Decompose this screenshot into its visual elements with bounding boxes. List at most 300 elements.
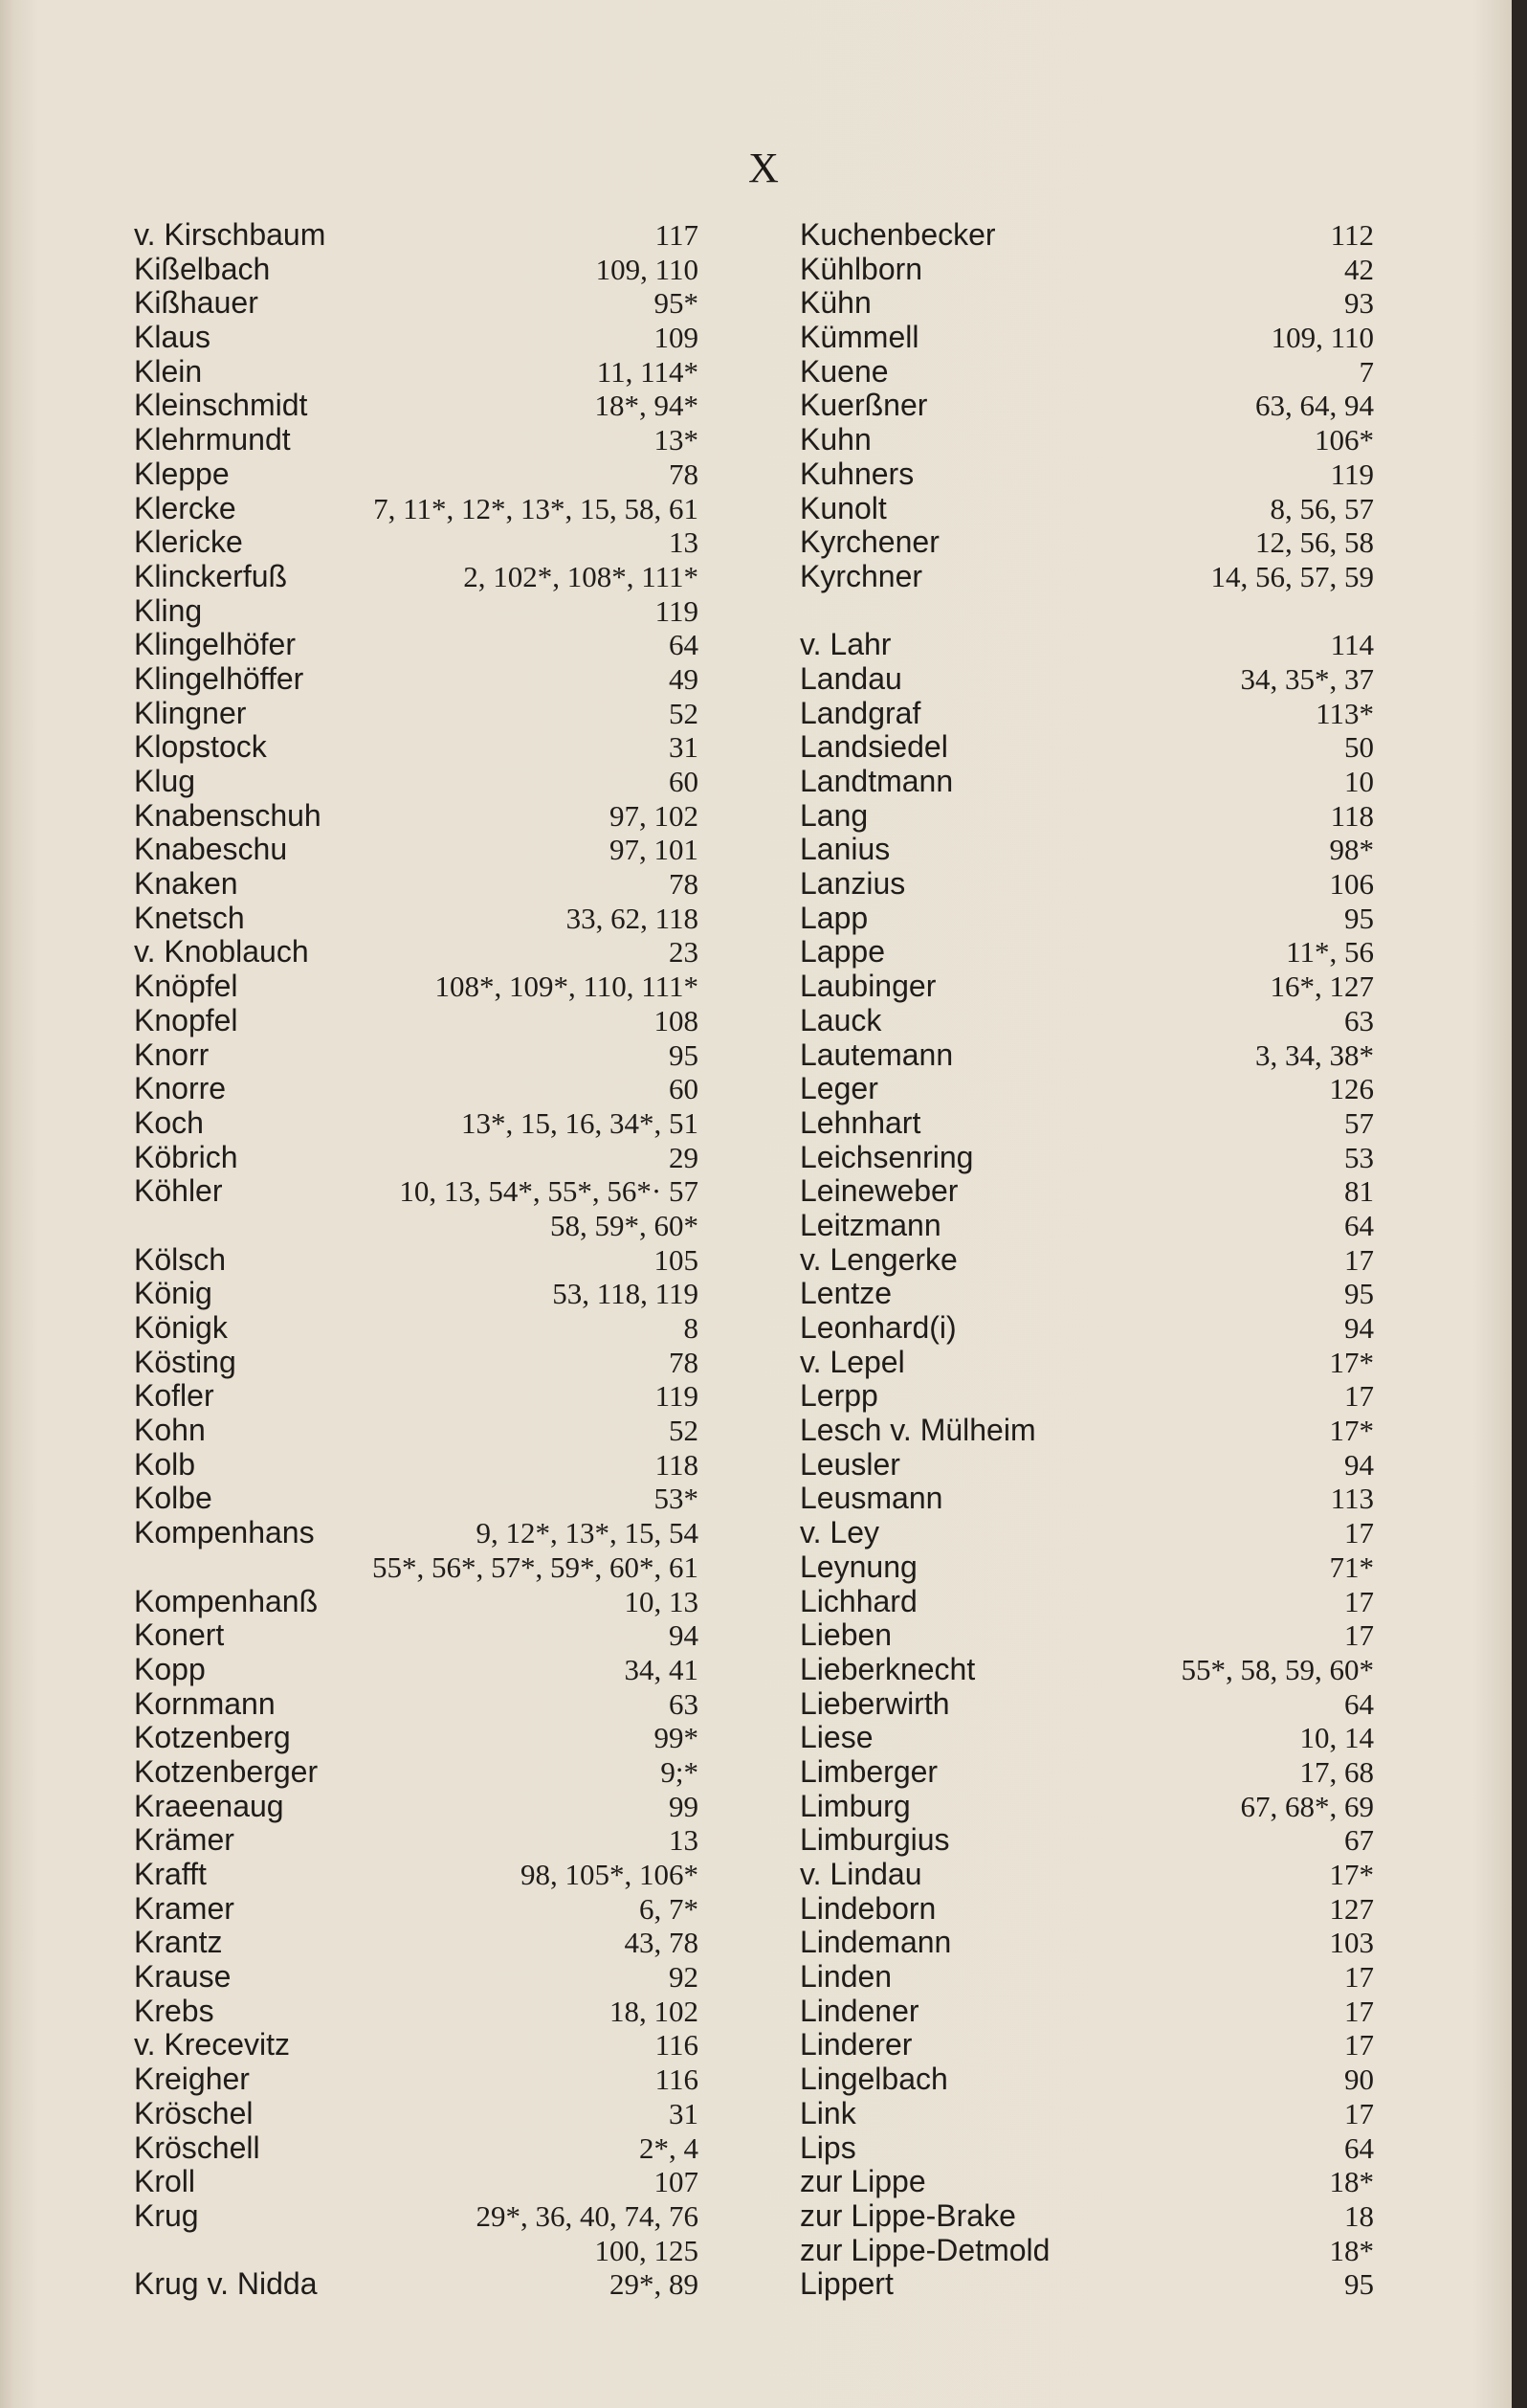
entry-pages: 2, 102*, 108*, 111* [463, 559, 698, 593]
entry-name: Kuhn [800, 422, 872, 457]
entry-name: Lindemann [800, 1925, 952, 1960]
index-entry [800, 1209, 1374, 1243]
entry-name: Koch [134, 1104, 204, 1140]
entry-name: Leusler [800, 1446, 900, 1482]
entry-pages: 17 [1344, 2096, 1374, 2130]
entry-name: Link [800, 2095, 856, 2130]
index-entry [800, 1482, 1374, 1516]
entry-name: Kösting [134, 1344, 236, 1379]
entry-pages: 7, 11*, 12*, 13*, 15, 58, 61 [373, 491, 698, 525]
entry-pages: 63, 64, 94 [1255, 389, 1374, 423]
entry-pages: 14, 56, 57, 59 [1210, 559, 1374, 593]
entry-name: Kißelbach [134, 251, 271, 286]
entry-name: Kyrchner [800, 558, 923, 593]
entry-name: Krause [134, 1959, 232, 1995]
entry-pages: 9, 12*, 13*, 15, 54 [476, 1516, 698, 1550]
entry-pages: 90 [1344, 2062, 1374, 2097]
entry-pages: 109 [653, 321, 698, 355]
entry-name: Lerpp [800, 1378, 878, 1414]
index-entry [800, 1823, 1374, 1858]
index-entry [134, 697, 698, 731]
index-entry [134, 1653, 698, 1687]
entry-name: Kühn [800, 285, 872, 321]
entry-pages: 95 [1344, 901, 1374, 935]
index-entry [800, 970, 1374, 1004]
entry-pages: 103 [1329, 1926, 1374, 1960]
entry-pages: 78 [669, 867, 698, 902]
index-entry [800, 867, 1374, 902]
index-entry [134, 1721, 698, 1755]
entry-name: Linden [800, 1959, 893, 1995]
index-entry [800, 525, 1374, 560]
entry-pages: 17 [1344, 1516, 1374, 1550]
entry-pages: 33, 62, 118 [565, 901, 698, 935]
entry-name: Kopp [134, 1651, 206, 1686]
index-entry [800, 1755, 1374, 1790]
entry-name: Klug [134, 764, 196, 798]
index-entry [800, 935, 1374, 970]
entry-pages: 10, 13 [624, 1584, 698, 1618]
entry-pages: 126 [1329, 1072, 1374, 1106]
index-entry [134, 1311, 698, 1346]
entry-name: Krug [134, 2197, 199, 2233]
entry-name: Kotzenberg [134, 1720, 291, 1755]
entry-pages: 95 [1344, 2267, 1374, 2302]
index-entry [134, 1448, 698, 1483]
entry-name: Kompenhanß [134, 1583, 319, 1618]
entry-name: Klopstock [134, 729, 267, 765]
index-entry [134, 1618, 698, 1653]
entry-name: Kyrchener [800, 524, 940, 560]
entry-name: Klein [134, 353, 203, 389]
entry-pages: 78 [669, 1345, 698, 1379]
index-entry [134, 833, 698, 867]
index-entry [800, 2131, 1374, 2166]
index-entry [800, 2165, 1374, 2199]
index-entry [134, 457, 698, 492]
entry-pages: 119 [1330, 457, 1374, 491]
index-entry [134, 389, 698, 423]
entry-name: Kofler [134, 1378, 214, 1414]
entry-name: Leger [800, 1071, 878, 1106]
index-entry [800, 253, 1374, 287]
entry-name: Kleinschmidt [134, 388, 308, 423]
entry-name: v. Kirschbaum [134, 217, 326, 252]
entry-pages: 18*, 94* [594, 389, 698, 423]
entry-pages: 99* [653, 1721, 698, 1755]
index-entry [800, 1995, 1374, 2029]
entry-name: Klingelhöfer [134, 627, 296, 662]
entry-name: Kolbe [134, 1481, 212, 1516]
entry-name: zur Lippe-Brake [800, 2197, 1016, 2233]
index-entry [134, 2062, 698, 2097]
index-entry [134, 1174, 698, 1209]
entry-name: Knetsch [134, 900, 245, 935]
entry-pages: 108*, 109*, 110, 111* [434, 970, 698, 1004]
entry-pages: 8 [683, 1311, 698, 1345]
index-entry [800, 2267, 1374, 2302]
index-entry [800, 1448, 1374, 1483]
index-entry [134, 1892, 698, 1927]
entry-name: Lapp [800, 900, 869, 935]
entry-pages: 57 [1344, 1105, 1374, 1140]
entry-name: Landtmann [800, 764, 954, 798]
index-entry [800, 1243, 1374, 1278]
entry-pages: 18* [1329, 2233, 1374, 2267]
index-entry [800, 1618, 1374, 1653]
entry-name: Leichsenring [800, 1139, 974, 1174]
entry-pages: 118 [654, 1447, 698, 1482]
index-entry [134, 2165, 698, 2199]
entry-pages: 114 [1330, 628, 1374, 662]
index-entry [800, 1687, 1374, 1722]
entry-name: Kolb [134, 1446, 196, 1482]
entry-pages: 118 [1330, 798, 1374, 833]
index-entry [134, 1995, 698, 2029]
index-entry [134, 1823, 698, 1858]
index-entry [134, 1038, 698, 1073]
entry-name: Lentze [800, 1276, 893, 1311]
index-entry [800, 1858, 1374, 1892]
entry-name: Lingelbach [800, 2062, 948, 2097]
index-entry [134, 867, 698, 902]
entry-pages: 94 [669, 1618, 698, 1653]
index-entry [800, 1311, 1374, 1346]
index-entry [800, 628, 1374, 662]
entry-name: Lesch v. Mülheim [800, 1413, 1036, 1448]
index-entry [134, 1755, 698, 1790]
entry-pages: 64 [1344, 2130, 1374, 2165]
index-entry [134, 1482, 698, 1516]
index-entry [134, 1585, 698, 1619]
index-entry [800, 1072, 1374, 1106]
entry-name: Kümmell [800, 320, 919, 355]
entry-pages: 64 [1344, 1686, 1374, 1721]
entry-pages: 17 [1344, 2028, 1374, 2062]
entry-pages: 13 [669, 1823, 698, 1858]
index-entry [134, 1004, 698, 1038]
index-entry [800, 1379, 1374, 1414]
entry-pages: 58, 59*, 60* [550, 1208, 698, 1242]
index-entry [800, 1790, 1374, 1824]
entry-name: v. Lahr [800, 627, 892, 662]
entry-name: Knorr [134, 1037, 210, 1072]
index-entry [134, 1926, 698, 1960]
entry-name: Klinckerfuß [134, 558, 288, 593]
index-entry [800, 1892, 1374, 1927]
index-entry [134, 902, 698, 936]
index-entry [800, 594, 1374, 629]
entry-name: Leynung [800, 1549, 918, 1584]
entry-pages: 55*, 58, 59, 60* [1181, 1652, 1374, 1686]
entry-name: Kroll [134, 2164, 196, 2199]
entry-pages: 64 [669, 628, 698, 662]
entry-name: Klericke [134, 524, 243, 560]
index-entry [134, 492, 698, 526]
index-entry [800, 355, 1374, 390]
entry-pages: 7 [1359, 354, 1374, 389]
entry-name: Limburgius [800, 1822, 950, 1858]
page-number: X [748, 145, 779, 191]
entry-pages: 17 [1344, 1960, 1374, 1995]
index-entry [800, 1721, 1374, 1755]
entry-pages: 53, 118, 119 [552, 1277, 698, 1311]
index-entry [800, 457, 1374, 492]
index-entry [800, 1004, 1374, 1038]
entry-pages: 52 [669, 696, 698, 730]
index-entry [134, 2199, 698, 2234]
entry-pages: 64 [1344, 1208, 1374, 1242]
entry-name: Kornmann [134, 1685, 276, 1721]
entry-name: zur Lippe-Detmold [800, 2232, 1051, 2267]
index-entry [134, 1277, 698, 1311]
entry-name: Kühlborn [800, 251, 923, 286]
index-entry [134, 1516, 698, 1550]
index-entry [134, 1072, 698, 1106]
entry-pages: 6, 7* [639, 1891, 698, 1926]
entry-name: Kraeenaug [134, 1788, 284, 1823]
entry-pages: 8, 56, 57 [1270, 491, 1374, 525]
entry-pages: 98* [1329, 833, 1374, 867]
index-entry [134, 2097, 698, 2131]
entry-pages: 53 [1344, 1140, 1374, 1174]
entry-name: Landsiedel [800, 729, 948, 765]
index-entry [800, 2199, 1374, 2234]
index-entry [800, 1926, 1374, 1960]
index-entry [800, 2062, 1374, 2097]
entry-pages: 17* [1329, 1345, 1374, 1379]
entry-name: Köbrich [134, 1139, 238, 1174]
index-entry [800, 2028, 1374, 2062]
entry-pages: 105 [653, 1242, 698, 1277]
entry-name: Leineweber [800, 1173, 959, 1209]
index-entry [134, 2131, 698, 2166]
entry-pages: 17 [1344, 1379, 1374, 1414]
entry-pages: 18 [1344, 2198, 1374, 2233]
entry-name: Landau [800, 660, 902, 696]
index-entry [800, 560, 1374, 594]
entry-pages: 3, 34, 38* [1255, 1037, 1374, 1072]
entry-name: Lindeborn [800, 1890, 937, 1926]
entry-pages: 99 [669, 1789, 698, 1823]
entry-name: Lehnhart [800, 1104, 921, 1140]
entry-pages: 10, 13, 54*, 55*, 56*· 57 [399, 1174, 698, 1209]
index-entry [800, 423, 1374, 457]
entry-name: Lindener [800, 1993, 919, 2028]
entry-pages: 109, 110 [595, 252, 698, 286]
entry-pages: 10, 14 [1299, 1721, 1374, 1755]
entry-name: König [134, 1276, 212, 1311]
entry-pages: 127 [1329, 1891, 1374, 1926]
entry-name: Knöpfel [134, 969, 238, 1004]
entry-name: Kohn [134, 1413, 206, 1448]
entry-name: Kölsch [134, 1241, 227, 1277]
entry-name: Knorre [134, 1071, 227, 1106]
entry-name: Knabeschu [134, 832, 288, 867]
entry-name: Limburg [800, 1788, 911, 1823]
entry-name: Krafft [134, 1857, 207, 1891]
entry-pages: 13* [653, 423, 698, 457]
index-column-left [134, 218, 698, 2302]
index-entry [134, 423, 698, 457]
entry-pages: 9;* [660, 1754, 698, 1789]
entry-pages: 50 [1344, 730, 1374, 765]
entry-pages: 113* [1316, 696, 1374, 730]
index-entry [800, 1516, 1374, 1550]
entry-pages: 94 [1344, 1447, 1374, 1482]
entry-pages: 13 [669, 525, 698, 560]
index-entry [134, 560, 698, 594]
entry-pages: 17 [1344, 1584, 1374, 1618]
entry-pages: 95* [653, 286, 698, 321]
entry-name: Kißhauer [134, 285, 258, 321]
entry-pages: 60 [669, 1072, 698, 1106]
index-entry [134, 970, 698, 1004]
entry-name: Klingelhöffer [134, 660, 304, 696]
entry-name: v. Ley [800, 1515, 879, 1550]
entry-name: Klehrmundt [134, 422, 291, 457]
entry-pages: 71* [1329, 1550, 1374, 1584]
entry-name: v. Lepel [800, 1344, 905, 1379]
entry-name: Kotzenberger [134, 1753, 319, 1789]
book-spine-edge [1512, 0, 1527, 2408]
index-entry [800, 697, 1374, 731]
entry-pages: 98, 105*, 106* [520, 1858, 698, 1891]
entry-name: zur Lippe [800, 2164, 926, 2199]
entry-name: Linderer [800, 2027, 913, 2062]
entry-pages: 42 [1344, 252, 1374, 286]
entry-name: Knopfel [134, 1002, 238, 1037]
entry-pages: 94 [1344, 1311, 1374, 1345]
entry-pages: 78 [669, 457, 698, 491]
entry-pages: 119 [654, 1379, 698, 1414]
entry-pages: 81 [1344, 1174, 1374, 1209]
entry-pages: 17 [1344, 1994, 1374, 2028]
entry-pages: 95 [669, 1037, 698, 1072]
index-entry [800, 799, 1374, 834]
index-entry [134, 355, 698, 390]
entry-pages: 31 [669, 730, 698, 765]
entry-pages: 106 [1329, 867, 1374, 902]
entry-pages: 100, 125 [594, 2233, 698, 2267]
entry-name: v. Lengerke [800, 1241, 958, 1277]
entry-name: Kreigher [134, 2062, 250, 2097]
entry-pages: 116 [654, 2028, 698, 2062]
entry-pages: 10 [1344, 765, 1374, 798]
entry-pages: 2*, 4 [639, 2130, 698, 2165]
entry-pages: 43, 78 [624, 1926, 698, 1960]
index-entry [134, 1346, 698, 1380]
entry-name: v. Knoblauch [134, 934, 309, 970]
index-entry [134, 1379, 698, 1414]
entry-name: Leonhard(i) [800, 1310, 957, 1345]
entry-pages: 95 [1344, 1277, 1374, 1311]
index-entry [800, 730, 1374, 765]
entry-pages: 119 [654, 593, 698, 628]
entry-name: Leitzmann [800, 1207, 941, 1242]
entry-name: Krug v. Nidda [134, 2266, 318, 2302]
index-entry [800, 1174, 1374, 1209]
index-entry [134, 1960, 698, 1995]
entry-name: Lieben [800, 1617, 893, 1653]
entry-name: Lichhard [800, 1583, 918, 1618]
entry-pages: 60 [669, 765, 698, 798]
entry-pages: 49 [669, 661, 698, 696]
index-entry [134, 253, 698, 287]
entry-name: Kuhners [800, 456, 915, 491]
index-entry [800, 218, 1374, 253]
entry-name: Lippert [800, 2266, 894, 2302]
entry-pages: 97, 102 [609, 798, 698, 833]
entry-name: Landgraf [800, 695, 921, 730]
entry-pages: 11*, 56 [1286, 935, 1374, 970]
index-entry [134, 1106, 698, 1141]
entry-pages: 112 [1330, 218, 1374, 252]
index-entry [134, 286, 698, 321]
entry-name: Krebs [134, 1993, 214, 2028]
index-entry [800, 1277, 1374, 1311]
entry-pages: 53* [653, 1482, 698, 1516]
index-entry [134, 218, 698, 253]
index-entry [800, 286, 1374, 321]
entry-pages: 16*, 127 [1270, 970, 1374, 1004]
index-entry [800, 1346, 1374, 1380]
index-entry [800, 1141, 1374, 1175]
index-entry [800, 389, 1374, 423]
entry-pages: 17* [1329, 1414, 1374, 1448]
entry-name: Lanzius [800, 866, 906, 902]
index-entry [134, 799, 698, 834]
index-entry [134, 730, 698, 765]
entry-name: Lips [800, 2129, 856, 2165]
entry-pages: 29 [669, 1140, 698, 1174]
entry-name: Krantz [134, 1925, 223, 1960]
entry-name: Lanius [800, 832, 891, 867]
index-entry [134, 765, 698, 799]
index-entry [800, 902, 1374, 936]
index-entry [800, 1653, 1374, 1687]
index-entry [134, 2267, 698, 2302]
index-entry [134, 525, 698, 560]
entry-name: Lieberwirth [800, 1685, 950, 1721]
index-entry [800, 1038, 1374, 1073]
index-entry [134, 1858, 698, 1892]
index-entry [800, 492, 1374, 526]
entry-name: Knaken [134, 866, 238, 902]
index-entry [800, 1414, 1374, 1448]
entry-name: Limberger [800, 1753, 939, 1789]
entry-pages: 31 [669, 2096, 698, 2130]
entry-name: Lang [800, 797, 869, 833]
index-entry [134, 628, 698, 662]
entry-pages: 34, 35*, 37 [1240, 661, 1374, 696]
index-entry [134, 1414, 698, 1448]
entry-name: Leusmann [800, 1481, 943, 1516]
entry-pages: 107 [653, 2165, 698, 2199]
entry-pages: 17 [1344, 1618, 1374, 1653]
entry-pages: 93 [1344, 286, 1374, 321]
entry-pages: 34, 41 [624, 1652, 698, 1686]
entry-pages: 106* [1315, 423, 1374, 457]
entry-pages: 92 [669, 1960, 698, 1995]
entry-name: Lautemann [800, 1037, 954, 1072]
index-entry [800, 2234, 1374, 2268]
entry-name: Lauck [800, 1002, 882, 1037]
index-entry [800, 1585, 1374, 1619]
entry-name: Kompenhans [134, 1515, 315, 1550]
entry-pages: 29*, 36, 40, 74, 76 [476, 2198, 698, 2233]
index-entry [800, 833, 1374, 867]
